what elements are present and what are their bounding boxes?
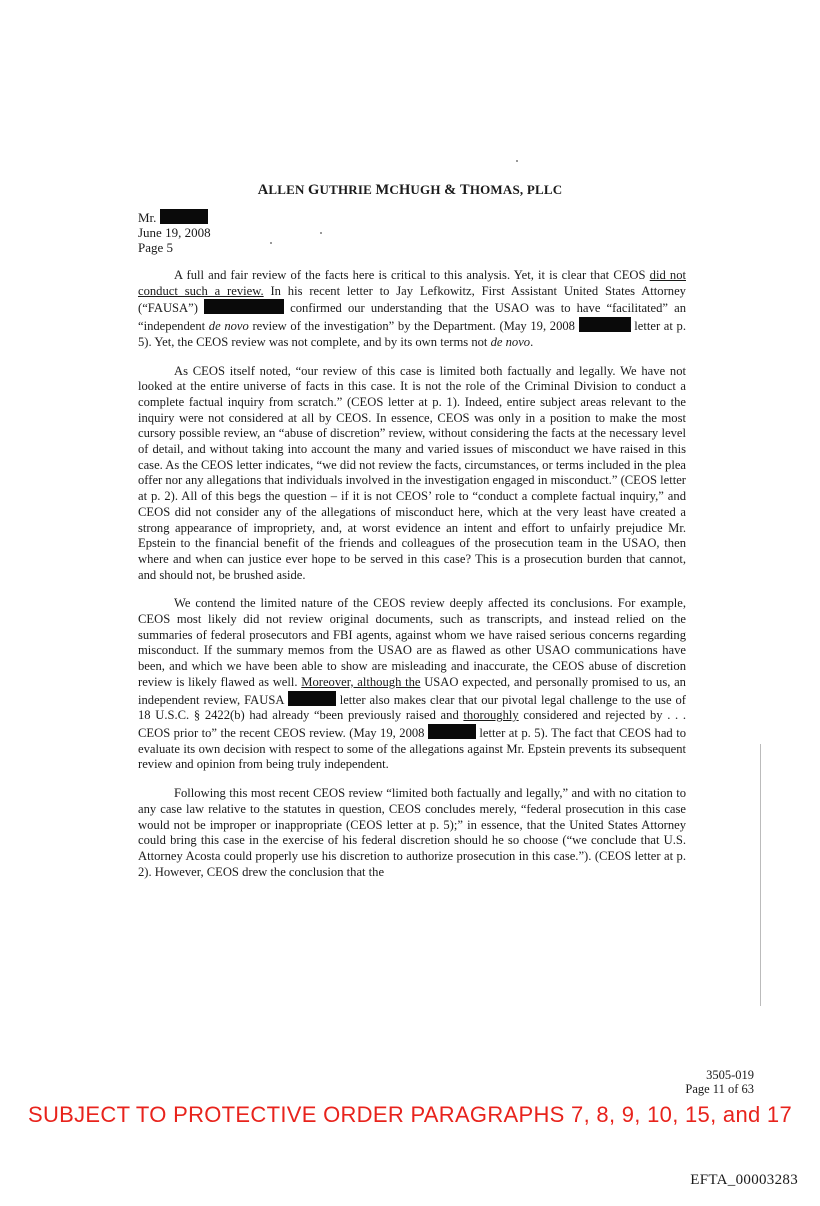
bates-number: EFTA_00003283 <box>690 1172 798 1188</box>
scan-speck <box>516 160 518 162</box>
protective-order-notice: SUBJECT TO PROTECTIVE ORDER PARAGRAPHS 7, 8, 9, 10, 15, and 17 <box>27 1102 793 1127</box>
document-number: 3505-019 <box>706 1068 754 1082</box>
document-footer <box>685 1068 754 1096</box>
scan-speck <box>320 232 322 234</box>
paragraph-4: Following this most recent CEOS review “limited both factually and legally,” and with no citation to any case law relative to the statutes in question, CEOS concludes merely, “federal prosecution in this case would not be improper or inappropriate (CEOS letter at p. 5);” in essence, that the United States Attorney could bring this case in the exercise of his federal discretion should he so choose (“we conclude that U.S. Attorney Acosta could properly use his discretion to authorize prosecution in this case.”). (CEOS letter at p. 2). However, CEOS drew the conclusion that the <box>138 786 686 879</box>
redaction-bar <box>160 209 208 224</box>
salutation-line <box>138 209 211 225</box>
redaction-bar <box>288 691 336 706</box>
letterhead-firm-name: ALLEN GUTHRIE MCHUGH & THOMAS, PLLC <box>257 182 563 198</box>
letter-header <box>138 209 211 255</box>
scan-speck <box>270 242 272 244</box>
page-count: Page 11 of 63 <box>685 1082 754 1096</box>
letter-body <box>138 268 686 880</box>
redaction-bar <box>428 724 476 739</box>
paragraph-1: A full and fair review of the facts here is critical to this analysis. Yet, it is clear that CEOS did not conduct such a review. In his recent letter to Jay Lefkowitz, First Assistant United States Attorney (“FAUSA”) confirmed our understanding that the USAO was to have “facilitated” an “independent de novo review of the investigation” by the Department. (May 19, 2008 letter at p. 5). Yet, the CEOS review was not complete, and by its own terms not de novo. <box>138 268 686 349</box>
letter-page: Page 5 <box>138 240 174 255</box>
salutation: Mr. <box>138 210 157 225</box>
scan-margin-line <box>760 744 761 1006</box>
redaction-bar <box>204 299 284 314</box>
letter-date: June 19, 2008 <box>138 225 211 240</box>
paragraph-3: We contend the limited nature of the CEOS review deeply affected its conclusions. For example, CEOS most likely did not review original documents, such as transcripts, and instead relied on the summaries of federal prosecutors and FBI agents, against whom we have raised serious concerns regarding misconduct. If the summary memos from the USAO are as flawed as other USAO communications have been, and which we have been able to show are misleading and inaccurate, the CEOS abuse of discretion review is likely flawed as well. Moreover, although the USAO expected, and personally promised to us, an independent review, FAUSA letter also makes clear that our pivotal legal challenge to the use of 18 U.S.C. § 2422(b) had already “been previously raised and thoroughly considered and rejected by . . . CEOS prior to” the recent CEOS review. (May 19, 2008 letter at p. 5). The fact that CEOS had to evaluate its own decision with respect to some of the allegations against Mr. Epstein prevents its subsequent review and opinion from being truly independent. <box>138 596 687 772</box>
paragraph-2: As CEOS itself noted, “our review of this case is limited both factually and legally. We have not looked at the entire universe of facts in this case. It is not the role of the Criminal Division to conduct a complete factual inquiry from scratch.” (CEOS letter at p. 1). Indeed, entire subject areas relevant to the inquiry were not considered at all by CEOS. In essence, CEOS was only in a position to make the most cursory possible review, an “abuse of discretion” review, without considering the facts at the necessary level of detail, and without taking into account the many and varied issues of misconduct we have raised in this case. As the CEOS letter indicates, “we did not review the facts, circumstances, or terms included in the plea offer nor any allegations that individuals involved in the investigation engaged in misconduct.” (CEOS letter at p. 2). All of this begs the question – if it is not CEOS’ role to “conduct a complete factual inquiry,” and CEOS did not consider any of the allegations of misconduct here, which at the very least have created a strong appearance of impropriety, and, at worst evidence an intent and effort to unfairly prejudice Mr. Epstein to the financial benefit of the friends and colleagues of the prosecution team in the USAO, then where and when can justice ever hope to be served in this case? This is a prosecution burden that cannot, and should not, be brushed aside. <box>138 363 686 582</box>
redaction-bar <box>579 317 631 332</box>
